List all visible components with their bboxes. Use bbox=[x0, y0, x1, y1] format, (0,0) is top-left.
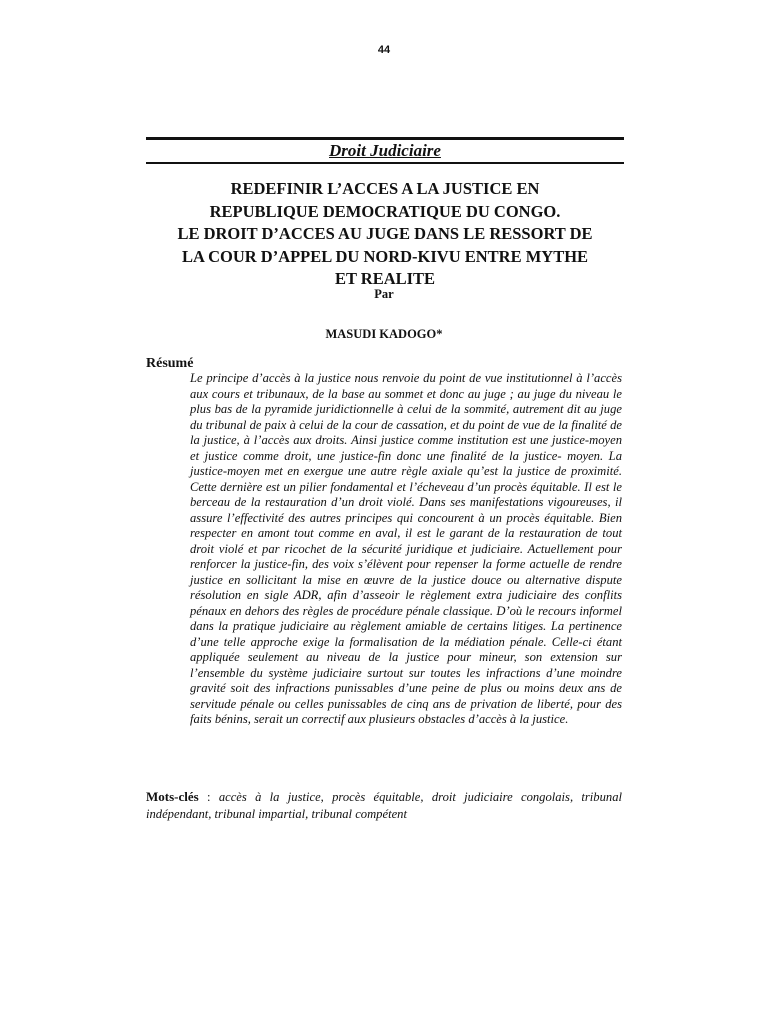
abstract-body: Le principe d’accès à la justice nous renvoie du point de vue institutionnel à l’accès aux cours et tribunaux, de la base au sommet et donc au juge ; au juge du niveau le plus bas de la pyramide juridictionnelle à celui de la sommité, autrement dit au juge du tribunal de paix à celui de la cour de cassation, et du point de vue de la finalité de la justice, à l’accès aux droits. Ainsi justice comme institution est une justice-moyen et justice comme droit, une justice-fin donc une finalité de la justice- moyen. La justice-moyen met en exergue une autre règle axiale qu’est la justice de proximité. Cette dernière est un pilier fondamental et l’écheveau d’un procès équitable. Il est le berceau de la restauration d’un droit violé. Dans ses manifestations vigoureuses, il assure l’effectivité des autres principes qui concourent à un procès équitable. Bien respecter en amont tout comme en aval, il est le garant de la restauration de tout droit violé et par ricochet de la sécurité juridique et judiciaire. Actuellement pour renforcer la justice-fin, des voix s’élèvent pour repenser la forme actuelle de rendre justice en sollicitant la mise en œuvre de la justice douce ou alternative dispute résolution en sigle ADR, afin d’asseoir le règlement extra judiciaire des conflits pénaux en dehors des règles de procédure pénale classique. D’où le recours informel dans la pratique judiciaire au règlement amiable de certains litiges. La pertinence d’une telle approche exige la formalisation de la médiation pénale. Celle-ci étant appliquée seulement au niveau de la justice pour mineur, son extension sur l’ensemble du système judiciaire surtout sur toutes les infractions d’une moindre gravité soit des infractions punissables d’une peine de plus ou moins deux ans de servitude pénale ou celles punissables de cinq ans de privation de liberté, pour des faits bénins, serait un correctif aux plusieurs obstacles d’accès à la justice. bbox=[190, 371, 622, 726]
keywords-text: accès à la justice, procès équitable, droit judiciaire congolais, tribunal indépendant, tribunal impartial, tribunal compétent bbox=[146, 790, 622, 821]
page-number: 44 bbox=[377, 44, 391, 56]
section-rule-top bbox=[146, 137, 624, 140]
title-line: LE DROIT D’ACCES AU JUGE DANS LE RESSORT DE bbox=[177, 224, 593, 243]
byline-par: Par bbox=[374, 287, 394, 301]
title-line: LA COUR D’APPEL DU NORD-KIVU ENTRE MYTHE bbox=[181, 246, 589, 266]
keywords-separator: : bbox=[198, 790, 219, 804]
section-title: Droit Judiciaire bbox=[329, 141, 441, 160]
title-line: ET REALITE bbox=[334, 269, 436, 288]
author-name: MASUDI KADOGO* bbox=[325, 327, 443, 341]
article-title bbox=[146, 178, 624, 291]
title-line: REDEFINIR L’ACCES A LA JUSTICE EN bbox=[230, 179, 540, 198]
title-line: REPUBLIQUE DEMOCRATIQUE DU CONGO. bbox=[209, 201, 561, 221]
section-rule-bottom bbox=[146, 162, 624, 164]
keywords bbox=[146, 788, 622, 823]
keywords-label: Mots-clés bbox=[146, 789, 199, 804]
abstract-heading: Résumé bbox=[146, 356, 194, 371]
